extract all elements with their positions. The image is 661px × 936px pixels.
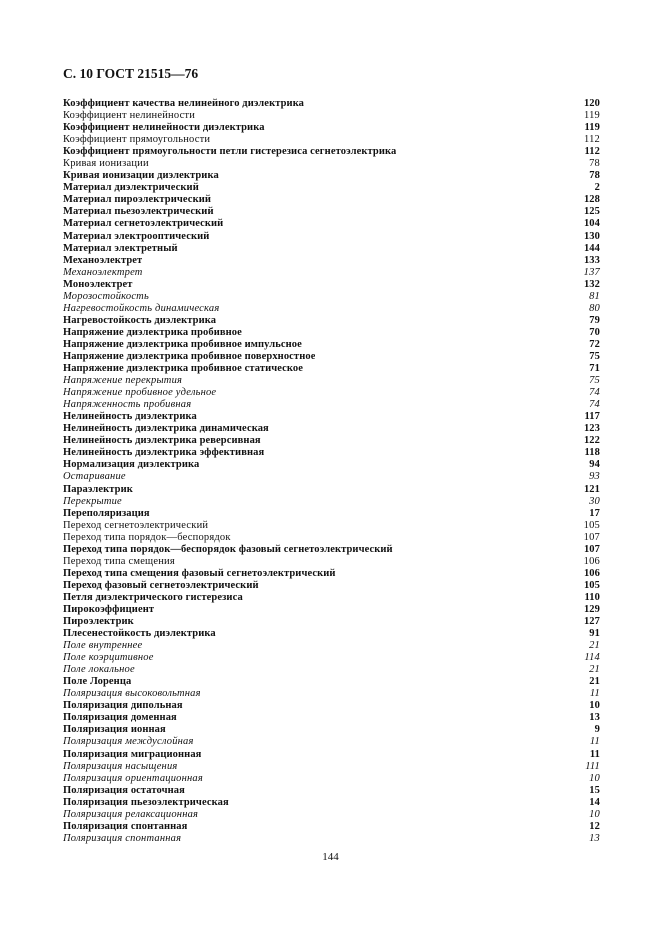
index-page-ref: 125 [583,206,600,218]
index-entry [63,496,600,508]
index-term: Напряжение перекрытия [63,375,183,387]
index-term: Поле локальное [63,664,135,676]
index-page-ref: 91 [589,628,600,640]
index-entry [63,664,600,676]
index-term: Морозостойкость [63,290,149,302]
index-entry [63,809,600,821]
index-page-ref: 30 [589,495,600,507]
index-term: Поляризация дипольная [63,700,183,712]
index-entry [63,122,600,134]
index-term: Моноэлектрет [63,278,133,290]
index-page-ref: 123 [583,423,600,435]
index-page-ref: 21 [589,676,600,688]
index-page-ref: 9 [594,724,600,736]
index-entry [63,484,600,496]
index-page-ref: 74 [589,387,600,399]
index-page-ref: 93 [589,471,600,483]
index-entry [63,146,600,158]
index-term: Переход типа смещения фазовый сегнетоэлектрический [63,567,336,579]
index-page-ref: 133 [583,254,600,266]
index-term: Поляризация ориентационная [63,772,203,784]
index-entry [63,604,600,616]
index-page-ref: 11 [589,748,600,760]
index-page-ref: 74 [589,399,600,411]
index-page-ref: 13 [589,712,600,724]
index-page-ref: 132 [583,278,600,290]
index-entry [63,556,600,568]
index-term: Коэффициент прямоугольности [63,134,211,146]
index-entry [63,580,600,592]
index-term: Нормализация диэлектрика [63,459,200,471]
index-page-ref: 17 [589,507,600,519]
index-term: Поле коэрцитивное [63,652,154,664]
index-term: Поляризация доменная [63,712,177,724]
index-term: Поляризация насыщения [63,760,178,772]
index-term: Переход типа порядок—беспорядок фазовый сегнетоэлектрический [63,543,393,555]
index-entry [63,315,600,327]
index-page-ref: 75 [589,350,600,362]
index-term: Напряжение диэлектрика пробивное статическое [63,363,304,375]
index-page-ref: 13 [589,832,600,844]
index-entry [63,616,600,628]
index-entry [63,592,600,604]
index-page-ref: 78 [589,170,600,182]
index-term: Нелинейность диэлектрика динамическая [63,423,269,435]
index-entry [63,652,600,664]
index-page-ref: 15 [589,784,600,796]
index-term: Параэлектрик [63,483,133,495]
index-entry [63,399,600,411]
index-term: Поляризация ионная [63,724,166,736]
index-entry [63,459,600,471]
index-page-ref: 107 [583,543,600,555]
index-term: Поле внутреннее [63,640,143,652]
index-term: Переполяризация [63,507,150,519]
index-entry [63,339,600,351]
index-entry [63,375,600,387]
index-term: Поляризация релаксационная [63,808,199,820]
index-entry [63,761,600,773]
index-entry [63,544,600,556]
index-entry [63,773,600,785]
index-term: Остаривание [63,471,126,483]
index-term: Плесенестойкость диэлектрика [63,628,216,640]
term-index-list [63,98,600,845]
index-page-ref: 129 [583,603,600,615]
index-entry [63,351,600,363]
index-page-ref: 81 [589,290,600,302]
index-page-ref: 12 [589,820,600,832]
index-term: Поляризация спонтанная [63,820,188,832]
index-page-ref: 2 [594,182,600,194]
index-entry [63,267,600,279]
index-entry [63,279,600,291]
index-page-ref: 78 [589,158,600,170]
index-entry [63,98,600,110]
index-page-ref: 128 [583,194,600,206]
index-entry [63,327,600,339]
index-page-ref: 106 [583,555,600,567]
index-entry [63,182,600,194]
index-term: Петля диэлектрического гистерезиса [63,591,243,603]
index-entry [63,218,600,230]
index-entry [63,676,600,688]
index-term: Напряженность пробивная [63,399,192,411]
index-entry [63,447,600,459]
index-entry [63,158,600,170]
index-entry [63,520,600,532]
index-term: Напряжение диэлектрика пробивное поверхностное [63,350,316,362]
index-page-ref: 11 [589,688,600,700]
index-term: Нагревостойкость диэлектрика [63,314,217,326]
index-term: Переход типа порядок—беспорядок [63,531,231,543]
index-page-ref: 117 [584,411,600,423]
index-term: Пироэлектрик [63,616,134,628]
index-page-ref: 105 [583,579,600,591]
index-page-ref: 130 [583,230,600,242]
index-page-ref: 137 [583,266,600,278]
index-term: Поле Лоренца [63,676,132,688]
page-header: С. 10 ГОСТ 21515—76 [63,66,199,81]
index-entry [63,797,600,809]
index-entry [63,231,600,243]
index-entry [63,508,600,520]
index-page-ref: 75 [589,375,600,387]
index-entry [63,724,600,736]
index-term: Нагревостойкость динамическая [63,302,220,314]
index-entry [63,435,600,447]
index-entry [63,532,600,544]
index-entry [63,110,600,122]
index-entry [63,628,600,640]
index-term: Нелинейность диэлектрика [63,411,197,423]
index-page-ref: 70 [589,326,600,338]
index-page-ref: 110 [584,591,600,603]
index-page-ref: 14 [589,796,600,808]
index-page-ref: 104 [583,218,600,230]
index-term: Пирокоэффициент [63,603,155,615]
index-term: Материал пироэлектрический [63,194,212,206]
index-entry [63,640,600,652]
index-entry [63,243,600,255]
index-term: Напряжение диэлектрика пробивное импульсное [63,338,302,350]
index-entry [63,170,600,182]
index-term: Механоэлектрет [63,266,143,278]
index-entry [63,833,600,845]
index-term: Поляризация пьезоэлектрическая [63,796,229,808]
index-entry [63,471,600,483]
index-page-ref: 72 [589,338,600,350]
index-term: Коэффициент качества нелинейного диэлектрика [63,98,305,109]
index-page-ref: 144 [583,242,600,254]
index-term: Коэффициент прямоугольности петли гистерезиса сегнетоэлектрика [63,146,397,158]
index-entry [63,194,600,206]
index-entry [63,785,600,797]
index-term: Нелинейность диэлектрика эффективная [63,447,265,459]
index-page-ref: 79 [589,314,600,326]
index-term: Материал сегнетоэлектрический [63,218,224,230]
index-entry [63,134,600,146]
index-page-ref: 111 [585,760,600,772]
index-entry [63,303,600,315]
index-term: Кривая ионизации [63,158,149,170]
index-page-ref: 71 [589,363,600,375]
index-page-ref: 106 [583,567,600,579]
index-term: Переход типа смещения [63,555,175,567]
index-entry [63,423,600,435]
page-number: 144 [322,851,339,863]
index-page-ref: 114 [584,652,600,664]
index-term: Коэффициент нелинейности [63,110,196,122]
index-entry [63,749,600,761]
index-page-ref: 10 [589,700,600,712]
index-page-ref: 122 [583,435,600,447]
index-entry [63,255,600,267]
index-term: Перекрытие [63,495,122,507]
index-page-ref: 94 [589,459,600,471]
index-term: Напряжение диэлектрика пробивное [63,326,242,338]
index-page-ref: 120 [583,98,600,109]
index-entry [63,411,600,423]
index-term: Поляризация остаточная [63,784,185,796]
index-term: Механоэлектрет [63,254,143,266]
index-entry [63,736,600,748]
index-term: Переход фазовый сегнетоэлектрический [63,579,259,591]
index-page-ref: 119 [584,122,600,134]
index-term: Материал диэлектрический [63,182,199,194]
index-term: Напряжение пробивное удельное [63,387,217,399]
index-page-ref: 21 [589,640,600,652]
index-page-ref: 21 [589,664,600,676]
index-term: Поляризация междуслойная [63,736,194,748]
index-entry [63,712,600,724]
index-entry [63,291,600,303]
index-page-ref: 10 [589,808,600,820]
index-entry [63,821,600,833]
index-term: Материал электретный [63,242,178,254]
index-term: Поляризация высоковольтная [63,688,201,700]
index-term: Материал электрооптический [63,230,210,242]
index-page-ref: 121 [583,483,600,495]
index-page-ref: 119 [584,110,600,122]
index-entry [63,387,600,399]
index-entry [63,363,600,375]
index-term: Поляризация миграционная [63,748,202,760]
index-term: Поляризация спонтанная [63,832,182,844]
index-entry [63,568,600,580]
index-page-ref: 80 [589,302,600,314]
index-term: Кривая ионизации диэлектрика [63,170,219,182]
index-term: Материал пьезоэлектрический [63,206,214,218]
index-term: Нелинейность диэлектрика реверсивная [63,435,261,447]
index-term: Переход сегнетоэлектрический [63,519,209,531]
index-page-ref: 10 [589,772,600,784]
index-entry [63,700,600,712]
index-page-ref: 11 [589,736,600,748]
index-page-ref: 118 [584,447,600,459]
index-page-ref: 127 [583,616,600,628]
index-entry [63,206,600,218]
index-page-ref: 112 [584,134,600,146]
index-page-ref: 105 [583,519,600,531]
index-term: Коэффициент нелинейности диэлектрика [63,122,265,134]
index-page-ref: 112 [584,146,600,158]
index-entry [63,688,600,700]
index-page-ref: 107 [583,531,600,543]
